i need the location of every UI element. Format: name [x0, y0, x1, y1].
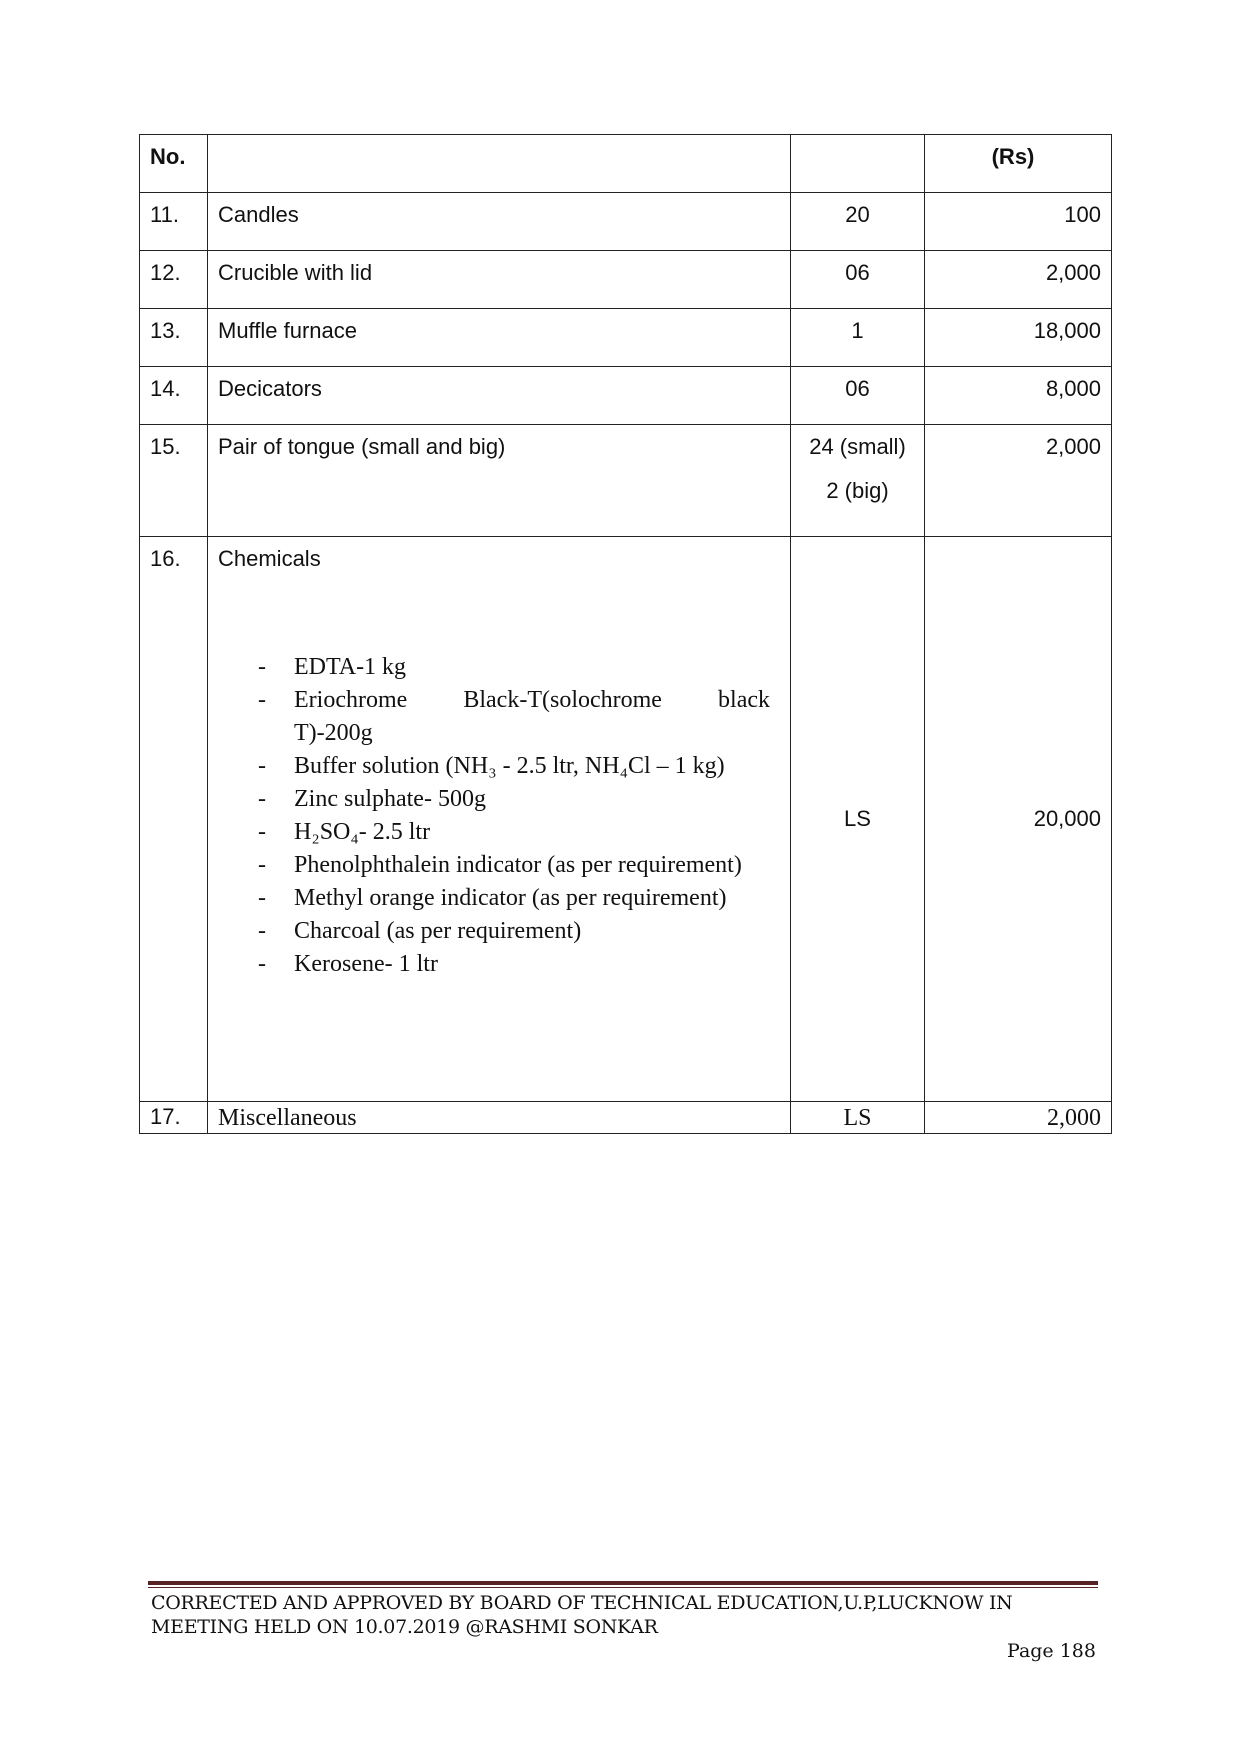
row-cost: 8,000	[925, 367, 1112, 425]
bullet-dash: -	[258, 753, 266, 780]
list-item	[258, 948, 770, 981]
row-qty: 06	[791, 251, 925, 309]
chemical-name: Charcoal (as per requirement)	[294, 918, 582, 945]
row-no: 12.	[140, 251, 208, 309]
chemical-name: Eriochrome Black-T(solochrome black T)-200g	[294, 687, 770, 747]
row-no: 16.	[140, 537, 208, 1102]
chemical-name: EDTA-1 kg	[294, 654, 407, 681]
row-item: Crucible with lid	[208, 251, 791, 309]
row-item: Candles	[208, 193, 791, 251]
row-qty: 20	[791, 193, 925, 251]
row-cost: 2,000	[925, 425, 1112, 537]
qty-line-2: 2 (big)	[826, 478, 889, 504]
equipment-table	[139, 134, 1112, 1134]
row-cost: 18,000	[925, 309, 1112, 367]
chemical-name: Kerosene- 1 ltr	[294, 951, 438, 978]
table-row	[140, 309, 1112, 367]
list-item	[258, 651, 770, 684]
row-qty	[791, 425, 925, 537]
header-no: No.	[140, 135, 208, 193]
row-qty: 1	[791, 309, 925, 367]
table-row	[140, 425, 1112, 537]
list-item	[258, 684, 770, 750]
table-row	[140, 1102, 1112, 1134]
table-row	[140, 193, 1112, 251]
row-no: 11.	[140, 193, 208, 251]
bullet-dash: -	[258, 951, 266, 978]
row-no: 15.	[140, 425, 208, 537]
header-item	[208, 135, 791, 193]
chemical-name: Methyl orange indicator (as per requirement)	[294, 885, 727, 912]
list-item	[258, 849, 770, 882]
bullet-dash: -	[258, 786, 266, 813]
list-item	[258, 882, 770, 915]
bullet-dash: -	[258, 852, 266, 879]
bullet-dash: -	[258, 885, 266, 912]
chemical-name: Phenolphthalein indicator (as per requirement)	[294, 852, 742, 879]
row-no: 14.	[140, 367, 208, 425]
row-item: Miscellaneous	[208, 1102, 791, 1134]
table-row	[140, 251, 1112, 309]
row-qty: LS	[791, 537, 925, 1102]
list-item	[258, 750, 770, 783]
chemical-name: Buffer solution (NH₃ - 2.5 ltr, NH₄Cl – 1 kg)	[294, 753, 725, 780]
bullet-dash: -	[258, 687, 266, 714]
chemicals-list	[218, 651, 780, 981]
row-qty: 06	[791, 367, 925, 425]
chemical-name: H₂SO₄- 2.5 ltr	[294, 819, 431, 846]
header-qty	[791, 135, 925, 193]
table-row	[140, 537, 1112, 1102]
header-cost: (Rs)	[925, 135, 1112, 193]
row-qty: LS	[791, 1102, 925, 1134]
list-item	[258, 915, 770, 948]
row-item: Pair of tongue (small and big)	[208, 425, 791, 537]
list-item	[258, 816, 770, 849]
chemical-name: Zinc sulphate- 500g	[294, 786, 486, 813]
row-item: Chemicals	[218, 546, 321, 571]
row-no: 13.	[140, 309, 208, 367]
row-item: Decicators	[208, 367, 791, 425]
row-item: Muffle furnace	[208, 309, 791, 367]
table-row	[140, 367, 1112, 425]
row-no: 17.	[140, 1102, 208, 1134]
row-cost: 100	[925, 193, 1112, 251]
bullet-dash: -	[258, 819, 266, 846]
row-item-chemicals	[208, 537, 791, 1102]
qty-line-1: 24 (small)	[809, 434, 906, 459]
list-item	[258, 783, 770, 816]
page-number: Page 188	[1007, 1640, 1096, 1662]
footer-approval-note: CORRECTED AND APPROVED BY BOARD OF TECHNICAL EDUCATION,U.P,LUCKNOW IN MEETING HELD ON 10.07.2019 @RASHMI SONKAR	[151, 1592, 1013, 1638]
bullet-dash: -	[258, 654, 266, 681]
bullet-dash: -	[258, 918, 266, 945]
row-cost: 2,000	[925, 251, 1112, 309]
row-cost: 20,000	[925, 537, 1112, 1102]
table-header-row	[140, 135, 1112, 193]
footer-divider	[148, 1581, 1098, 1588]
row-cost: 2,000	[925, 1102, 1112, 1134]
